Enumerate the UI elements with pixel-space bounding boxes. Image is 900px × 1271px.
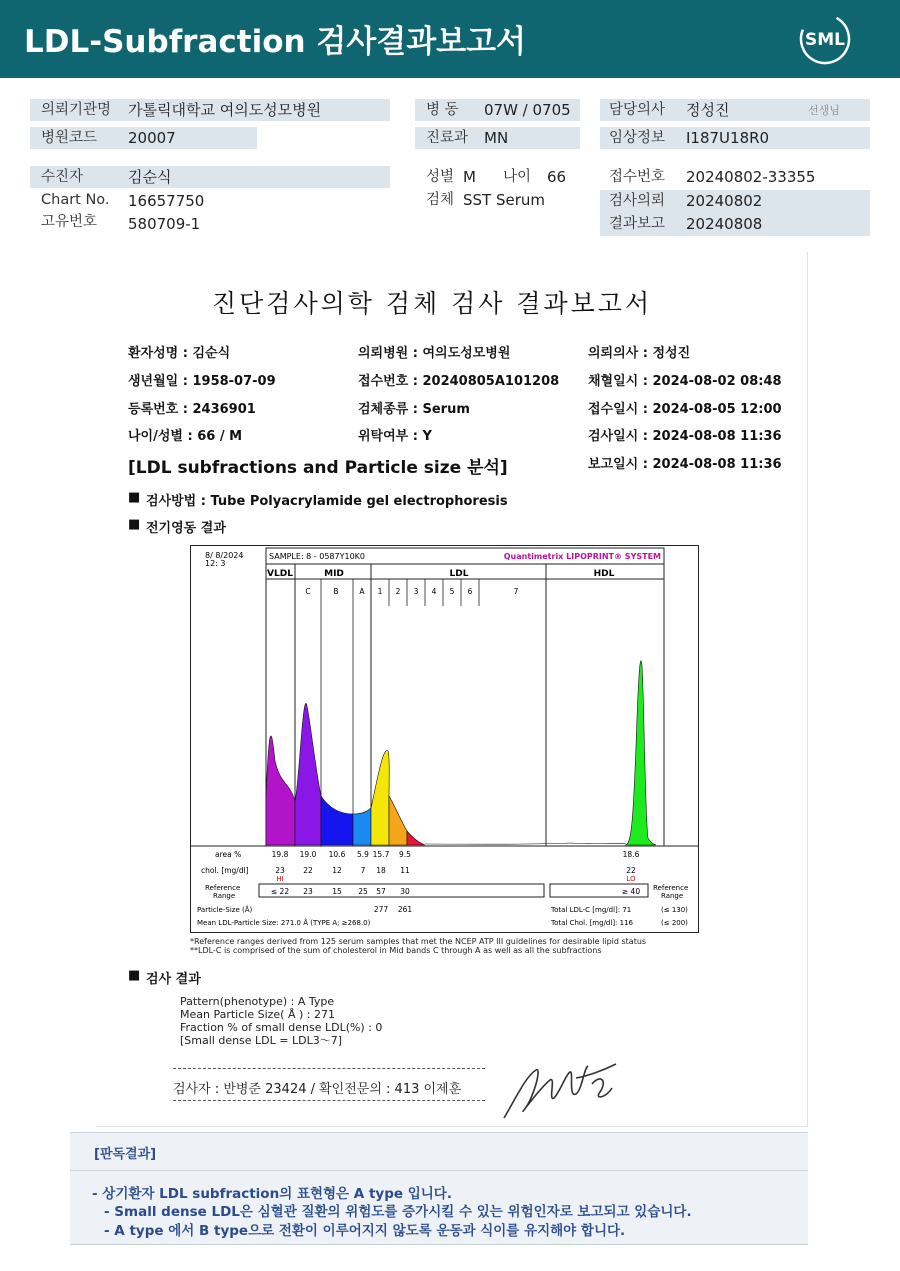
header-bar (0, 0, 900, 78)
pi-hosp: 의뢰병원 : 여의도성모병원 (358, 346, 511, 361)
result-size: Mean Particle Size( Å ) : 271 (180, 1008, 335, 1021)
band-label-b: B (333, 587, 339, 596)
doctor-value: 정성진 (686, 101, 730, 119)
recv-value: 20240802-33355 (686, 168, 816, 186)
ref-right-1: Reference (653, 884, 689, 892)
group-label-vldl: VLDL (267, 569, 293, 579)
pi-acc: 접수번호 : 20240805A101208 (358, 374, 560, 389)
baseline-trace (425, 843, 626, 844)
method-text: 검사방법 : Tube Polyacrylamide gel electrophoresis (146, 494, 508, 509)
ref-right-2: Range (661, 892, 684, 900)
clinical-value: I187U18R0 (686, 129, 770, 147)
band-label-6: 6 (467, 587, 473, 596)
lipoprint-chart (190, 545, 699, 933)
hcode-label: 병원코드 (41, 130, 98, 146)
chol-value: 22 (626, 866, 636, 875)
footnote-2: **LDL-C is comprised of the sum of cholesterol in Mid bands C through A as well as all the subfractions (190, 946, 602, 955)
group-label-hdl: HDL (593, 569, 615, 579)
chol-value: 12 (332, 866, 342, 875)
pi-reg: 등록번호 : 2436901 (128, 402, 256, 417)
chart-value: 16657750 (128, 192, 205, 210)
recv-label: 접수번호 (609, 169, 666, 185)
psize-row-label: Particle-Size (Å) (197, 906, 253, 914)
psize-value: 261 (397, 905, 413, 914)
chol-flag-hdl: LO (626, 875, 636, 883)
curve-segment-4 (371, 751, 389, 845)
total-chol-ref: (≤ 200) (661, 919, 688, 927)
req-label: 검사의뢰 (609, 193, 666, 209)
hospital-label: 의뢰기관명 (41, 102, 112, 118)
chart-label: Chart No. (41, 192, 110, 208)
sig-line-top (173, 1068, 485, 1069)
band-label-2: 2 (395, 587, 401, 596)
mean-size: Mean LDL-Particle Size: 271.0 Å (TYPE A; ≥268.0) (197, 919, 371, 927)
chol-value: 18 (376, 866, 386, 875)
ref-value: 57 (376, 887, 386, 896)
age-value: 66 (547, 168, 567, 186)
chol-value: 7 (360, 866, 366, 875)
signer-line: 검사자 : 반병준 23424 / 확인전문의 : 413 이제훈 (173, 1082, 462, 1097)
dept-value: MN (484, 129, 509, 147)
lipoprint-svg (191, 546, 698, 932)
area-value: 18.6 (622, 850, 640, 859)
pi-testt: 검사일시 : 2024-08-08 11:36 (588, 429, 782, 444)
curve-segment-6 (407, 831, 425, 845)
ref-value: 15 (332, 887, 342, 896)
uid-label: 고유번호 (41, 214, 98, 230)
electro-bullet: ■ (128, 517, 141, 532)
report-label: 결과보고 (609, 216, 666, 232)
curve-segment-7 (626, 661, 656, 845)
area-row-label: area % (215, 850, 242, 859)
pi-agesex: 나이/성별 : 66 / M (128, 429, 243, 444)
page-title: LDL-Subfraction 검사결과보고서 (24, 24, 526, 60)
judgement-divider (70, 1170, 808, 1171)
ref-value: 25 (358, 887, 368, 896)
curve-segment-0 (266, 736, 295, 845)
area-value: 19.8 (271, 850, 289, 859)
chol-row-label: chol. [mg/dl] (201, 866, 249, 875)
report-value: 20240808 (686, 215, 763, 233)
area-value: 10.6 (328, 850, 346, 859)
method-bullet: ■ (128, 490, 141, 505)
report-title: 진단검사의학 검체 검사 결과보고서 (212, 289, 653, 318)
chol-value: 23 (275, 866, 285, 875)
result-bullet: ■ (128, 968, 141, 983)
pi-outs: 위탁여부 : Y (358, 429, 432, 444)
group-label-mid: MID (324, 569, 344, 579)
svg-text:SML: SML (805, 30, 845, 50)
analysis-section-title: [LDL subfractions and Particle size 분석] (128, 458, 508, 478)
clinical-label: 임상정보 (609, 130, 666, 146)
judgement-line-2: - Small dense LDL은 심혈관 질환의 위험도를 증가시킬 수 있는 위험인자로 보고되고 있습니다. (104, 1204, 692, 1220)
curve-segment-3 (353, 808, 371, 845)
judgement-line-1: - 상기환자 LDL subfraction의 표현형은 A type 입니다. (92, 1186, 452, 1202)
band-label-a: A (359, 587, 365, 596)
pi-doc: 의뢰의사 : 정성진 (588, 346, 691, 361)
req-value: 20240802 (686, 192, 763, 210)
chol-value: 22 (303, 866, 313, 875)
electro-text: 전기영동 결과 (146, 521, 226, 536)
group-label-ldl: LDL (449, 569, 469, 579)
ref-value: 30 (400, 887, 410, 896)
hcode-value: 20007 (128, 129, 176, 147)
ref-value: ≤ 22 (270, 887, 290, 896)
total-ldl-ref: (≤ 130) (661, 906, 688, 914)
judgement-line-3: - A type 에서 B type으로 전환이 이루어지지 않도록 운동과 식이를 유지해야 합니다. (104, 1223, 626, 1239)
band-label-5: 5 (449, 587, 455, 596)
sig-line-bottom (173, 1100, 485, 1101)
footnote-1: *Reference ranges derived from 125 serum samples that met the NCEP ATP III guidelines for desirable lipid status (190, 937, 647, 946)
pi-recvt: 접수일시 : 2024-08-05 12:00 (588, 402, 782, 417)
ref-value: 23 (303, 887, 313, 896)
area-value: 15.7 (372, 850, 390, 859)
chart-sample: SAMPLE: 8 - 0587Y10K0 (269, 552, 365, 561)
chol-value: 11 (400, 866, 410, 875)
band-label-3: 3 (413, 587, 419, 596)
total-chol: Total Chol. [mg/dl]: 116 (551, 919, 633, 927)
specimen-label: 검체 (426, 192, 455, 208)
sex-value: M (463, 168, 476, 186)
pi-stype: 검체종류 : Serum (358, 402, 470, 417)
age-label: 나이 (503, 169, 532, 185)
ref-value: ≥ 40 (621, 887, 641, 896)
sml-logo (798, 12, 852, 66)
chol-flag-vldl: HI (276, 875, 284, 883)
ward-label: 병 동 (426, 102, 459, 118)
uid-value: 580709-1 (128, 215, 201, 233)
area-value: 19.0 (299, 850, 317, 859)
total-ldl: Total LDL-C [mg/dl]: 71 (551, 906, 632, 914)
ref-row-label-2: Range (213, 892, 236, 900)
band-label-7: 7 (513, 587, 519, 596)
band-label-1: 1 (377, 587, 383, 596)
signature-image (496, 1058, 622, 1124)
result-fraction: Fraction % of small dense LDL(%) : 0 (180, 1021, 383, 1034)
pi-name: 환자성명 : 김순식 (128, 346, 231, 361)
hospital-value: 가톨릭대학교 여의도성모병원 (128, 101, 322, 119)
chart-time: 12: 3 (205, 559, 226, 568)
dept-label: 진료과 (426, 130, 469, 146)
curve-segment-1 (295, 703, 321, 845)
patient-row (30, 166, 390, 188)
psize-value: 277 (373, 905, 389, 914)
specimen-value: SST Serum (463, 191, 546, 209)
chart-date: 8/ 8/2024 (205, 551, 244, 560)
result-pattern: Pattern(phenotype) : A Type (180, 995, 335, 1008)
result-sdldl: [Small dense LDL = LDL3～7] (180, 1034, 343, 1047)
doctor-label: 담당의사 (609, 102, 666, 118)
curve-segment-2 (321, 796, 353, 845)
pi-draw: 채혈일시 : 2024-08-02 08:48 (588, 374, 782, 389)
ward-value: 07W / 0705 (484, 101, 571, 119)
judgement-head: [판독결과] (94, 1147, 157, 1162)
sex-label: 성별 (426, 169, 455, 185)
ref-row-label-1: Reference (205, 884, 241, 892)
pi-rept: 보고일시 : 2024-08-08 11:36 (588, 457, 782, 472)
doctor-suffix: 선생님 (808, 104, 840, 117)
band-label-c: C (305, 587, 311, 596)
band-label-4: 4 (431, 587, 437, 596)
patient-value: 김순식 (128, 168, 172, 186)
patient-label: 수진자 (41, 169, 84, 185)
curve-segment-5 (389, 796, 407, 845)
area-value: 5.9 (357, 850, 369, 859)
pi-dob: 생년월일 : 1958-07-09 (128, 374, 276, 389)
result-head: 검사 결과 (146, 972, 201, 987)
chart-system: Quantimetrix LIPOPRINT® SYSTEM (503, 552, 661, 561)
area-value: 9.5 (399, 850, 411, 859)
